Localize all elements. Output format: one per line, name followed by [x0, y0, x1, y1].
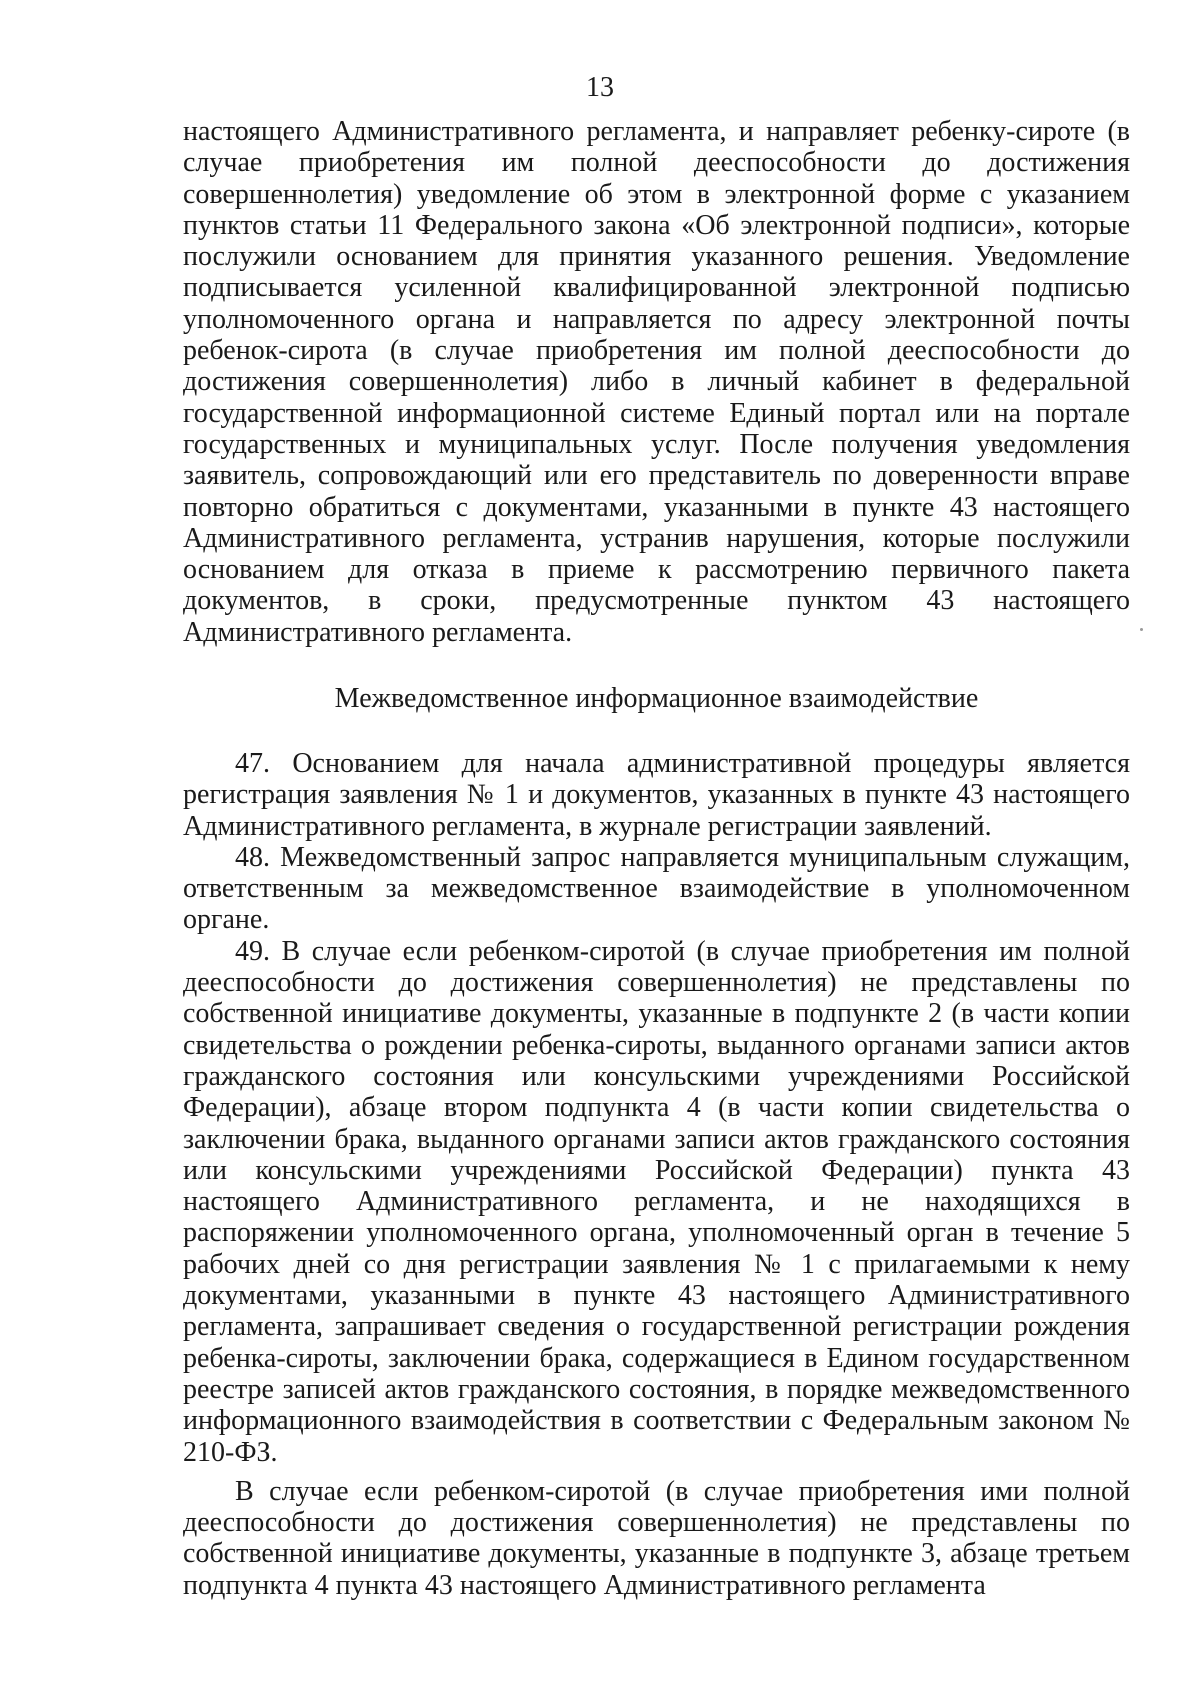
- section-text-block: [183, 748, 1130, 1601]
- page-number: 13: [586, 72, 614, 103]
- continuation-paragraph: настоящего Административного регламента, и направляет ребенку-сироте (в случае приобретения им полной дееспособности до достижения совершеннолетия) уведомление об этом в электронной форме с указанием пунктов статьи 11 Федерального закона «Об электронной подписи», которые послужили основанием для принятия указанного решения. Уведомление подписывается усиленной квалифицированной электронной подписью уполномоченного органа и направляется по адресу электронной почты ребенок-сирота (в случае приобретения им полной дееспособности до достижения совершеннолетия) либо в личный кабинет в федеральной государственной информационной системе Единый портал или на портале государственных и муниципальных услуг. После получения уведомления заявитель, сопровождающий или его представитель по доверенности вправе повторно обратиться с документами, указанными в пункте 43 настоящего Административного регламента, устранив нарушения, которые послужили основанием для отказа в приеме к рассмотрению первичного пакета документов, в сроки, предусмотренные пунктом 43 настоящего Административного регламента.: [183, 116, 1130, 648]
- paragraph-49: 49. В случае если ребенком-сиротой (в случае приобретения им полной дееспособности до достижения совершеннолетия) не представлены по собственной инициативе документы, указанные в подпункте 2 (в части копии свидетельства о рождении ребенка-сироты, выданного органами записи актов гражданского состояния или консульскими учреждениями Российской Федерации), абзаце втором подпункта 4 (в части копии свидетельства о заключении брака, выданного органами записи актов гражданского состояния или консульскими учреждениями Российской Федерации) пункта 43 настоящего Административного регламента, и не находящихся в распоряжении уполномоченного органа, уполномоченный орган в течение 5 рабочих дней со дня регистрации заявления № 1 с прилагаемыми к нему документами, указанными в пункте 43 настоящего Административного регламента, запрашивает сведения о государственной регистрации рождения ребенка-сироты, заключении брака, содержащиеся в Едином государственном реестре записей актов гражданского состояния, в порядке межведомственного информационного взаимодействия в соответствии с Федеральным законом № 210-ФЗ.: [183, 935, 1130, 1468]
- paragraph-48: 48. Межведомственный запрос направляется муниципальным служащим, ответственным за межведомственное взаимодействие в уполномоченном органе.: [183, 841, 1130, 936]
- continuation-text-block: [183, 116, 1130, 648]
- section-heading: Межведомственное информационное взаимодействие: [334, 683, 979, 714]
- paragraph-49-continued: В случае если ребенком-сиротой (в случае приобретения ими полной дееспособности до достижения совершеннолетия) не представлены по собственной инициативе документы, указанные в подпункте 3, абзаце третьем подпункта 4 пункта 43 настоящего Административного регламента: [183, 1475, 1130, 1601]
- scan-speck: [1140, 628, 1143, 631]
- paragraph-47: 47. Основанием для начала административной процедуры является регистрация заявления № 1 и документов, указанных в пункте 43 настоящего Административного регламента, в журнале регистрации заявлений.: [183, 748, 1130, 842]
